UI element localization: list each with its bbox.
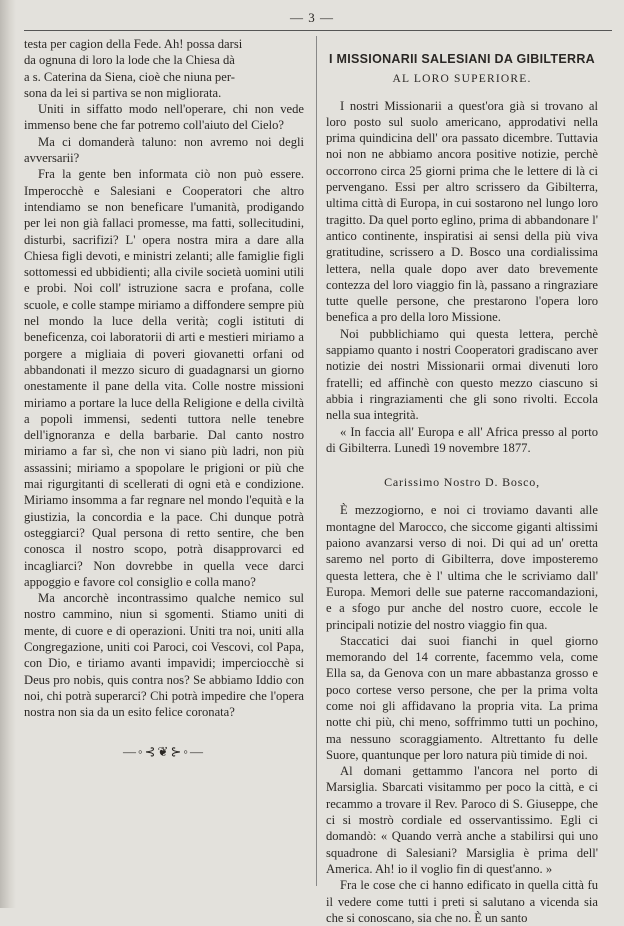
continued-line: a s. Caterina da Siena, cioè che niuna per- xyxy=(24,69,235,84)
right-column xyxy=(326,36,598,926)
paragraph: Fra le cose che ci hanno edificato in quella città fu il vedere come tutti i preti si salutano a vicenda sia che si conoscano, sia che no. È un santo xyxy=(326,878,598,925)
continued-line: sona da lei si partiva se non migliorata. xyxy=(24,85,222,100)
letter-salutation: Carissimo Nostro D. Bosco, xyxy=(384,475,540,490)
continued-line: testa per cagion della Fede. Ah! possa darsi xyxy=(24,37,243,51)
paragraph: Ma ancorchè incontrassimo qualche nemico sul nostro cammino, niun si sgomenti. Stiamo uniti di mente, di cuore e di operazioni. Uniti tra noi, uniti alla Congregazione, uniti coi Paroci, coi Vescovi, col Papa, con Dio, e tiriamo avanti impavidi; imperciocchè si Deus pro nobis, quis contra nos? Se abbiamo Iddio con noi, chi potrà superarci? Chi potrà impedire che l'opera nostra non sia da un esito felice coronata? xyxy=(24,591,304,720)
column-divider xyxy=(316,36,317,886)
paragraph: È mezzogiorno, e noi ci troviamo davanti alle montagne del Marocco, che siccome giganti altissimi paiono avanzarsi verso di noi. Di qui ad un' oretta saremo nel porto di Gibilterra, dove imposteremo questa lettera, che è l' ultima che le scriviamo dall' Europa. Memori delle sue paterne raccomandazioni, e a sfogo pur anche del nostro cuore, eccole le principali notizie del nostro viaggio fin qua. xyxy=(326,503,598,632)
continued-line: da ognuna di loro la lode che la Chiesa dà xyxy=(24,53,235,68)
page-binding-shadow xyxy=(0,0,16,908)
paragraph: Staccatici dai suoi fianchi in quel giorno memorando del 14 corrente, facemmo vela, come Ella sa, da Genova con un mare abbastanza grosso e poco cortese verso persone, che per la prima volta come noi gli affidavano la propria vita. La prima notte chi più, chi meno, soffrimmo tutti un pochino, ma nessuno scoraggiamento. Altrettanto fu delle Suore, quantunque per loro natura più timide di noi. xyxy=(326,633,598,762)
article-subtitle: AL LORO SUPERIORE. xyxy=(392,73,532,86)
left-column xyxy=(24,36,304,761)
page-number: — 3 — xyxy=(290,10,334,25)
paragraph: Noi pubblichiamo qui questa lettera, perchè sappiamo quanto i nostri Cooperatori gradiscano aver notizie dei nostri Missionarii ormai divenuti loro fratelli; ed affinchè con questo mezzo ciascuno si abbia i ringraziamenti che gli sono rivolti. Eccola nella sua integrità. xyxy=(326,326,598,423)
paragraph: Ma ci domanderà taluno: non avremo noi degli avversarii? xyxy=(24,134,304,166)
paragraph: Uniti in siffatto modo nell'operare, chi non vede immenso bene che far potremo coll'aiuto del Cielo? xyxy=(24,102,304,133)
header-rule xyxy=(24,30,612,31)
fleuron-ornament: —◦⊰❦⊱◦— xyxy=(123,744,205,760)
article-title: I MISSIONARII SALESIANI DA GIBILTERRA xyxy=(329,52,595,66)
dateline: « In faccia all' Europa e all' Africa presso al porto di Gibilterra. Lunedì 19 novembre 1877. xyxy=(326,424,598,455)
paragraph: Al domani gettammo l'ancora nel porto di Marsiglia. Sbarcati visitammo per poco la città, e ci recammo a trovare il Rev. Paroco di S. Giuseppe, che ci si mostrò cordiale ed osservantissimo. Egli ci domandò: « Quando verrà anche a stabilirsi qui uno squadrone di Salesiani? Marsiglia è prima dell' America. Ah! io il voglio fin di quest'anno. » xyxy=(326,764,598,876)
paragraph: I nostri Missionarii a quest'ora già si trovano al loro posto sul suolo americano, approdativi nella prima quindicina dell' ora passato dicembre. Tuttavia noi non ne abbiamo ancora positive notizie, perchè occorrono circa 25 giorni prima che le lettere di là ci pervengano. Essi per altro scrissero da Gibilterra, ultima città di Europa, in cui sostarono nel lungo loro tragitto. Da quel porto eglino, prima di abbandonare l' antico continente, inspiratisi ai sensi della più viva gratitudine, scrissero a D. Bosco una cordialissima lettera, nella quale dopo aver dato brevemente contezza del loro viaggio fin là, passano a ringraziare tutte quelle persone, che prestarono l'opera loro benefica a pro della loro Missione. xyxy=(326,98,598,325)
paragraph: Fra la gente ben informata ciò non può essere. Imperocchè e Salesiani e Cooperatori che altro intendiamo se non beneficare l'umanità, prodigando per lei non già fallaci promesse, ma fatti, sollecitudini, disturbi, sacrifizi? L' opera nostra mira a dare alla Chiesa figli devoti, e ministri zelanti; alle famiglie figli sottomessi ed ubbidienti; alla civile società uomini utili e probi. Noi coll' istruzione sacra e profana, colle scuole, e colle stampe miriamo a diffondere sempre più nel mondo la luce della verità; cogli istituti di beneficenza, coi laboratorii di arti e mestieri miriamo a porgere a migliaia di poveri giovanetti orfani od abbandonati il mezzo sicuro di guadagnarsi un giorno onestamente il pane della vita. Colle nostre missioni miriamo a portare la luce della Religione e della civiltà a popoli immensi, sedenti tuttora nelle tenebre dell'ignoranza e della barbarie. Dal canto nostro miriamo a far sì, che non vi siano più ladri, non più assassini; miriamo a spopolare le prigioni or più che mai rigurgitanti di scellerati di ogni età e condizione. Miriamo insomma a far regnare nel mondo l'equità e la giustizia, la concordia e la pace. Chi dunque potrà osteggiarci? Qual persona di retto sentire, che ben conosca il nostro scopo, potrà disapprovarci ed incagliarci? Non dovrebbe in quella vece darci appoggio e favore col consiglio e colla mano? xyxy=(24,167,304,589)
